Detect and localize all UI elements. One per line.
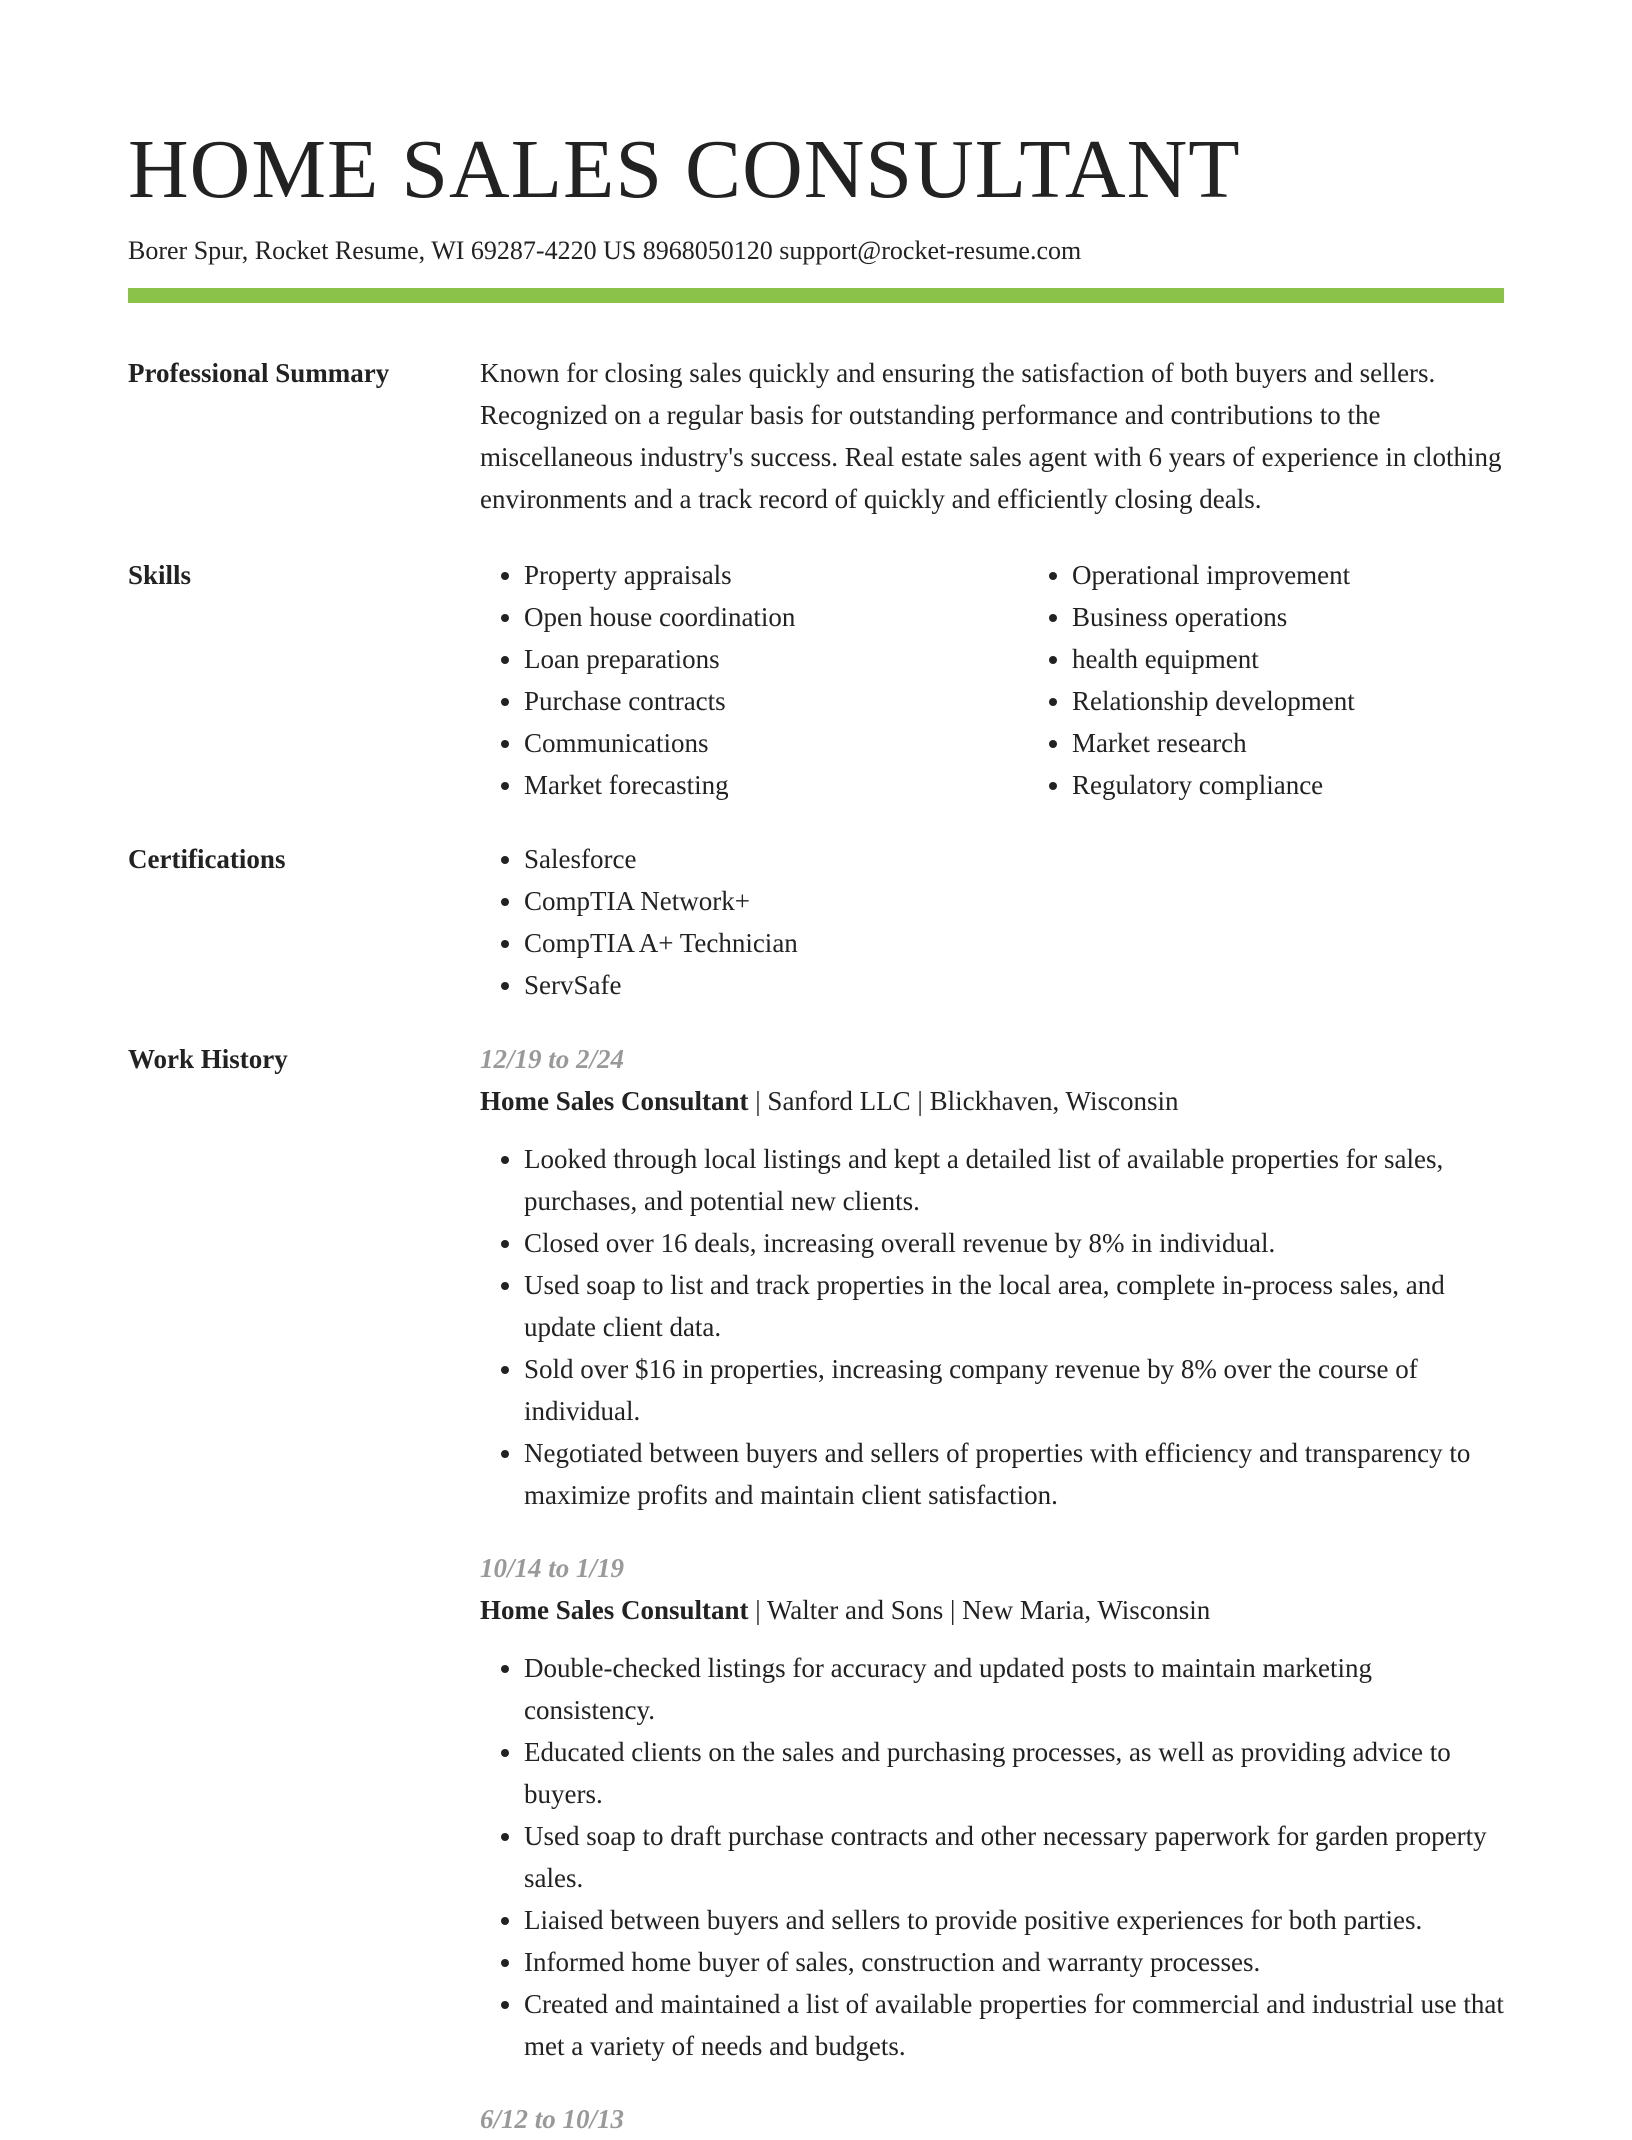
certifications-list xyxy=(480,838,1504,1006)
job-bullet: • Liaised between buyers and sellers to provide positive experiences for both parties. xyxy=(524,1899,1504,1941)
job-bullet: • Informed home buyer of sales, construction and warranty processes. xyxy=(524,1941,1504,1983)
certifications-body xyxy=(480,838,1504,1006)
section-label: Professional Summary xyxy=(128,358,390,388)
job-bullets xyxy=(480,1138,1504,1516)
job-bullet: • Used soap to draft purchase contracts and other necessary paperwork for garden property sales. xyxy=(524,1815,1504,1899)
skills-columns xyxy=(480,554,1576,806)
summary-text: Known for closing sales quickly and ensuring the satisfaction of both buyers and sellers. Recognized on a regular basis for outstanding performance and contributions to the miscellaneous industry's success. Real estate sales agent with 6 years of experience in clothing environments and a track record of quickly and efficiently closing deals. xyxy=(480,358,1502,514)
job-bullets xyxy=(480,1647,1504,2067)
header-divider xyxy=(128,288,1504,303)
skill-item: • Purchase contracts xyxy=(524,680,1028,722)
certification-item: • Salesforce xyxy=(524,838,1504,880)
section-label: Skills xyxy=(128,560,192,590)
skills-list-left xyxy=(480,554,1028,806)
job-bullet: • Looked through local listings and kept a detailed list of available properties for sales, purchases, and potential new clients. xyxy=(524,1138,1504,1222)
work-history-body xyxy=(480,1038,1504,2140)
job-dates: 10/14 to 1/19 xyxy=(480,1553,625,1583)
skills-section xyxy=(128,554,1504,806)
work-history-section xyxy=(128,1038,1504,2140)
certification-item: • CompTIA Network+ xyxy=(524,880,1504,922)
job-entry xyxy=(480,1547,1504,2067)
section-label: Certifications xyxy=(128,844,286,874)
summary-section xyxy=(128,352,1504,520)
certification-item: • ServSafe xyxy=(524,964,1504,1006)
resume-name: HOME SALES CONSULTANT xyxy=(128,123,1241,216)
job-employer-location: | Sanford LLC | Blickhaven, Wisconsin xyxy=(748,1086,1179,1116)
section-label: Work History xyxy=(128,1044,288,1074)
job-bullet: • Negotiated between buyers and sellers of properties with efficiency and transparency to maximize profits and maintain client satisfaction. xyxy=(524,1432,1504,1516)
certifications-section xyxy=(128,838,1504,1006)
job-bullet: • Created and maintained a list of available properties for commercial and industrial use that met a variety of needs and budgets. xyxy=(524,1983,1504,2067)
job-heading xyxy=(480,1080,1504,1122)
job-entry xyxy=(480,2098,1504,2140)
skill-item: • Regulatory compliance xyxy=(1072,764,1576,806)
skill-item: • Relationship development xyxy=(1072,680,1576,722)
skill-item: • health equipment xyxy=(1072,638,1576,680)
skill-item: • Market forecasting xyxy=(524,764,1028,806)
job-title: Home Sales Consultant xyxy=(480,1595,749,1625)
skill-item: • Market research xyxy=(1072,722,1576,764)
job-dates: 6/12 to 10/13 xyxy=(480,2104,625,2134)
job-title: Home Sales Consultant xyxy=(480,1086,749,1116)
skill-item: • Open house coordination xyxy=(524,596,1028,638)
resume-page xyxy=(128,120,1504,2140)
job-bullet: • Used soap to list and track properties in the local area, complete in-process sales, and update client data. xyxy=(524,1264,1504,1348)
job-bullet: • Sold over $16 in properties, increasing company revenue by 8% over the course of individual. xyxy=(524,1348,1504,1432)
certification-item: • CompTIA A+ Technician xyxy=(524,922,1504,964)
contact-line: Borer Spur, Rocket Resume, WI 69287-4220 US 8968050120 support@rocket-resume.com xyxy=(128,236,1082,265)
skill-item: • Loan preparations xyxy=(524,638,1028,680)
job-bullet: • Closed over 16 deals, increasing overall revenue by 8% in individual. xyxy=(524,1222,1504,1264)
skill-item: • Operational improvement xyxy=(1072,554,1576,596)
job-entry xyxy=(480,1038,1504,1516)
skill-item: • Property appraisals xyxy=(524,554,1028,596)
skills-list-right xyxy=(1028,554,1576,806)
job-heading xyxy=(480,1589,1504,1631)
job-dates: 12/19 to 2/24 xyxy=(480,1044,625,1074)
job-employer-location: | Walter and Sons | New Maria, Wisconsin xyxy=(748,1595,1211,1625)
job-bullet: • Educated clients on the sales and purchasing processes, as well as providing advice to buyers. xyxy=(524,1731,1504,1815)
skill-item: • Communications xyxy=(524,722,1028,764)
job-bullet: • Double-checked listings for accuracy and updated posts to maintain marketing consistency. xyxy=(524,1647,1504,1731)
skill-item: • Business operations xyxy=(1072,596,1576,638)
